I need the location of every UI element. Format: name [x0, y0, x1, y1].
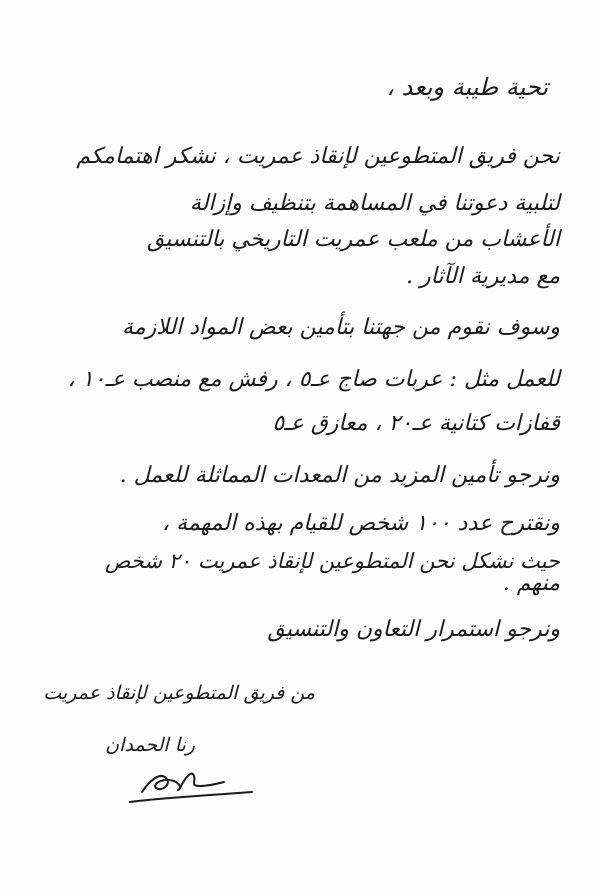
- letter-line: ونرجو استمرار التعاون والتنسيق: [267, 617, 560, 642]
- letter-sender: من فريق المتطوعين لإنقاذ عمريت: [43, 682, 315, 704]
- letter-line: ونرجو تأمين المزيد من المعدات المماثلة للعمل .: [119, 463, 560, 488]
- letter-line: الأعشاب من ملعب عمريت التاريخي بالتنسيق: [146, 227, 560, 252]
- signature-mark: [120, 758, 260, 808]
- letter-greeting: تحية طيبة وبعد ،: [386, 73, 548, 101]
- letter-line: حيث نشكل نحن المتطوعين لإنقاذ عمريت ٢٠ شخص: [105, 549, 560, 573]
- letter-line: وسوف نقوم من جهتنا بتأمين بعض المواد اللازمة: [122, 315, 560, 340]
- letter-line: نحن فريق المتطوعين لإنقاذ عمريت ، نشكر اهتمامكم: [76, 144, 560, 169]
- letter-line: قفازات كتانية عـ٢٠ ، معازق عـ٥: [272, 411, 560, 436]
- letter-line: لتلبية دعوتنا في المساهمة بتنظيف وإزالة: [189, 191, 560, 216]
- letter-line: منهم .: [502, 571, 560, 596]
- letter-signatory-name: رنا الحمدان: [105, 734, 195, 756]
- letter-line: للعمل مثل : عربات صاج عـ٥ ، رفش مع منصب عـ١٠ ،: [67, 367, 560, 392]
- letter-line: مع مديرية الآثار .: [406, 264, 560, 289]
- letter-line: ونقترح عدد ١٠٠ شخص للقيام بهذه المهمة ،: [161, 511, 560, 536]
